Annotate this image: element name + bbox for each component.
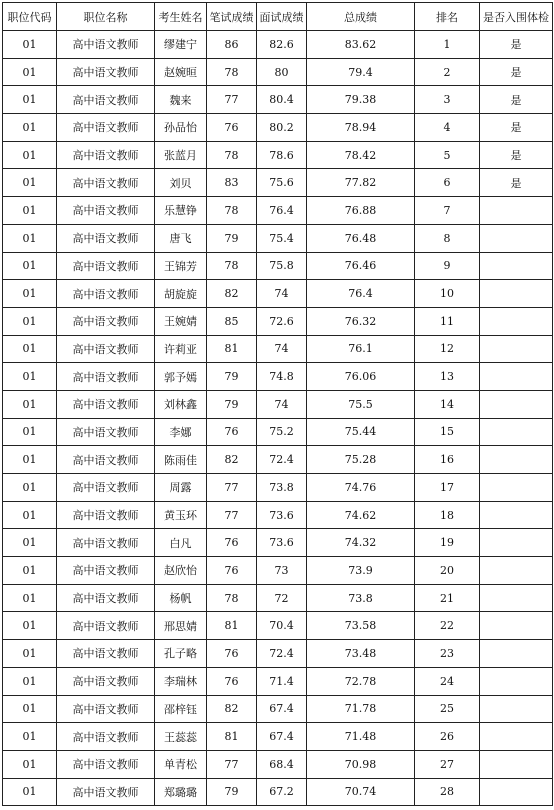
cell-position-code: 01 bbox=[3, 280, 57, 308]
cell-rank: 10 bbox=[415, 280, 480, 308]
table-row bbox=[3, 667, 553, 695]
cell-written-score: 81 bbox=[207, 612, 257, 640]
cell-position-code: 01 bbox=[3, 446, 57, 474]
cell-written-score: 76 bbox=[207, 640, 257, 668]
cell-candidate-name: 缪建宁 bbox=[155, 31, 207, 59]
cell-written-score: 76 bbox=[207, 667, 257, 695]
cell-position-name: 高中语文教师 bbox=[57, 363, 155, 391]
cell-position-code: 01 bbox=[3, 695, 57, 723]
cell-rank: 22 bbox=[415, 612, 480, 640]
cell-total-score: 74.76 bbox=[307, 474, 415, 502]
cell-rank: 21 bbox=[415, 584, 480, 612]
cell-written-score: 78 bbox=[207, 584, 257, 612]
cell-interview-score: 70.4 bbox=[257, 612, 307, 640]
cell-rank: 13 bbox=[415, 363, 480, 391]
cell-total-score: 76.4 bbox=[307, 280, 415, 308]
cell-interview-score: 73.6 bbox=[257, 501, 307, 529]
cell-written-score: 81 bbox=[207, 335, 257, 363]
table-row bbox=[3, 335, 553, 363]
cell-candidate-name: 孔子略 bbox=[155, 640, 207, 668]
cell-total-score: 72.78 bbox=[307, 667, 415, 695]
cell-medical-exam bbox=[480, 335, 553, 363]
cell-position-name: 高中语文教师 bbox=[57, 58, 155, 86]
cell-position-name: 高中语文教师 bbox=[57, 557, 155, 585]
cell-position-name: 高中语文教师 bbox=[57, 529, 155, 557]
cell-position-code: 01 bbox=[3, 307, 57, 335]
table-row bbox=[3, 695, 553, 723]
cell-position-name: 高中语文教师 bbox=[57, 778, 155, 806]
cell-candidate-name: 陈雨佳 bbox=[155, 446, 207, 474]
cell-position-name: 高中语文教师 bbox=[57, 31, 155, 59]
cell-position-code: 01 bbox=[3, 529, 57, 557]
cell-rank: 11 bbox=[415, 307, 480, 335]
cell-total-score: 79.38 bbox=[307, 86, 415, 114]
cell-medical-exam bbox=[480, 307, 553, 335]
cell-interview-score: 72 bbox=[257, 584, 307, 612]
cell-interview-score: 82.6 bbox=[257, 31, 307, 59]
cell-medical-exam bbox=[480, 640, 553, 668]
header-rank: 排名 bbox=[415, 3, 480, 31]
cell-position-name: 高中语文教师 bbox=[57, 335, 155, 363]
cell-medical-exam bbox=[480, 390, 553, 418]
cell-total-score: 74.62 bbox=[307, 501, 415, 529]
score-table bbox=[2, 2, 553, 806]
cell-interview-score: 75.4 bbox=[257, 224, 307, 252]
cell-interview-score: 67.4 bbox=[257, 695, 307, 723]
cell-medical-exam bbox=[480, 695, 553, 723]
cell-rank: 4 bbox=[415, 114, 480, 142]
cell-position-code: 01 bbox=[3, 114, 57, 142]
cell-interview-score: 76.4 bbox=[257, 197, 307, 225]
cell-total-score: 71.48 bbox=[307, 723, 415, 751]
cell-candidate-name: 王婉婧 bbox=[155, 307, 207, 335]
cell-medical-exam bbox=[480, 529, 553, 557]
cell-interview-score: 72.4 bbox=[257, 640, 307, 668]
cell-candidate-name: 胡旋旋 bbox=[155, 280, 207, 308]
cell-interview-score: 71.4 bbox=[257, 667, 307, 695]
cell-written-score: 77 bbox=[207, 501, 257, 529]
cell-candidate-name: 郑璐璐 bbox=[155, 778, 207, 806]
cell-written-score: 76 bbox=[207, 114, 257, 142]
cell-medical-exam bbox=[480, 584, 553, 612]
cell-position-code: 01 bbox=[3, 169, 57, 197]
cell-total-score: 71.78 bbox=[307, 695, 415, 723]
cell-total-score: 76.1 bbox=[307, 335, 415, 363]
cell-medical-exam bbox=[480, 750, 553, 778]
cell-rank: 26 bbox=[415, 723, 480, 751]
cell-candidate-name: 刘林鑫 bbox=[155, 390, 207, 418]
cell-medical-exam: 是 bbox=[480, 169, 553, 197]
cell-position-name: 高中语文教师 bbox=[57, 252, 155, 280]
cell-rank: 23 bbox=[415, 640, 480, 668]
header-total-score: 总成绩 bbox=[307, 3, 415, 31]
cell-total-score: 79.4 bbox=[307, 58, 415, 86]
table-row bbox=[3, 501, 553, 529]
cell-written-score: 85 bbox=[207, 307, 257, 335]
cell-total-score: 73.48 bbox=[307, 640, 415, 668]
cell-interview-score: 78.6 bbox=[257, 141, 307, 169]
table-row bbox=[3, 750, 553, 778]
table-row bbox=[3, 31, 553, 59]
cell-position-name: 高中语文教师 bbox=[57, 750, 155, 778]
cell-candidate-name: 赵婉晅 bbox=[155, 58, 207, 86]
cell-interview-score: 73.8 bbox=[257, 474, 307, 502]
cell-written-score: 79 bbox=[207, 390, 257, 418]
cell-position-code: 01 bbox=[3, 418, 57, 446]
table-row bbox=[3, 723, 553, 751]
cell-interview-score: 67.2 bbox=[257, 778, 307, 806]
cell-position-code: 01 bbox=[3, 640, 57, 668]
cell-rank: 20 bbox=[415, 557, 480, 585]
cell-position-code: 01 bbox=[3, 390, 57, 418]
cell-candidate-name: 孙品怡 bbox=[155, 114, 207, 142]
cell-written-score: 78 bbox=[207, 141, 257, 169]
cell-written-score: 79 bbox=[207, 778, 257, 806]
cell-total-score: 75.44 bbox=[307, 418, 415, 446]
cell-rank: 24 bbox=[415, 667, 480, 695]
cell-total-score: 83.62 bbox=[307, 31, 415, 59]
cell-written-score: 83 bbox=[207, 169, 257, 197]
cell-candidate-name: 李瑞林 bbox=[155, 667, 207, 695]
cell-total-score: 70.74 bbox=[307, 778, 415, 806]
table-row bbox=[3, 529, 553, 557]
table-row bbox=[3, 778, 553, 806]
cell-medical-exam bbox=[480, 280, 553, 308]
cell-interview-score: 72.6 bbox=[257, 307, 307, 335]
cell-position-name: 高中语文教师 bbox=[57, 584, 155, 612]
cell-position-code: 01 bbox=[3, 86, 57, 114]
cell-medical-exam: 是 bbox=[480, 114, 553, 142]
cell-total-score: 75.5 bbox=[307, 390, 415, 418]
cell-medical-exam: 是 bbox=[480, 86, 553, 114]
cell-candidate-name: 王蕊蕊 bbox=[155, 723, 207, 751]
cell-position-name: 高中语文教师 bbox=[57, 169, 155, 197]
cell-position-code: 01 bbox=[3, 58, 57, 86]
cell-interview-score: 75.8 bbox=[257, 252, 307, 280]
cell-candidate-name: 赵欣怡 bbox=[155, 557, 207, 585]
cell-position-name: 高中语文教师 bbox=[57, 307, 155, 335]
cell-medical-exam: 是 bbox=[480, 141, 553, 169]
cell-total-score: 78.42 bbox=[307, 141, 415, 169]
cell-interview-score: 74 bbox=[257, 335, 307, 363]
cell-written-score: 76 bbox=[207, 529, 257, 557]
cell-medical-exam: 是 bbox=[480, 31, 553, 59]
table-row bbox=[3, 197, 553, 225]
cell-medical-exam bbox=[480, 501, 553, 529]
cell-position-code: 01 bbox=[3, 141, 57, 169]
cell-position-code: 01 bbox=[3, 667, 57, 695]
cell-candidate-name: 许莉亚 bbox=[155, 335, 207, 363]
cell-rank: 6 bbox=[415, 169, 480, 197]
header-position-code: 职位代码 bbox=[3, 3, 57, 31]
table-row bbox=[3, 640, 553, 668]
cell-interview-score: 75.2 bbox=[257, 418, 307, 446]
cell-candidate-name: 郭予嫣 bbox=[155, 363, 207, 391]
cell-position-code: 01 bbox=[3, 363, 57, 391]
cell-rank: 12 bbox=[415, 335, 480, 363]
cell-position-code: 01 bbox=[3, 750, 57, 778]
cell-position-name: 高中语文教师 bbox=[57, 501, 155, 529]
cell-total-score: 73.58 bbox=[307, 612, 415, 640]
cell-interview-score: 72.4 bbox=[257, 446, 307, 474]
cell-written-score: 82 bbox=[207, 695, 257, 723]
cell-position-code: 01 bbox=[3, 252, 57, 280]
cell-medical-exam bbox=[480, 612, 553, 640]
cell-position-code: 01 bbox=[3, 723, 57, 751]
cell-interview-score: 74.8 bbox=[257, 363, 307, 391]
table-row bbox=[3, 86, 553, 114]
cell-total-score: 76.06 bbox=[307, 363, 415, 391]
table-row bbox=[3, 418, 553, 446]
cell-written-score: 81 bbox=[207, 723, 257, 751]
table-row bbox=[3, 280, 553, 308]
cell-candidate-name: 李娜 bbox=[155, 418, 207, 446]
cell-medical-exam bbox=[480, 446, 553, 474]
cell-rank: 17 bbox=[415, 474, 480, 502]
table-row bbox=[3, 58, 553, 86]
cell-position-name: 高中语文教师 bbox=[57, 446, 155, 474]
cell-written-score: 79 bbox=[207, 224, 257, 252]
cell-position-code: 01 bbox=[3, 557, 57, 585]
cell-position-code: 01 bbox=[3, 224, 57, 252]
cell-written-score: 79 bbox=[207, 363, 257, 391]
cell-rank: 1 bbox=[415, 31, 480, 59]
table-row bbox=[3, 584, 553, 612]
cell-rank: 9 bbox=[415, 252, 480, 280]
cell-candidate-name: 邢思婧 bbox=[155, 612, 207, 640]
cell-position-code: 01 bbox=[3, 335, 57, 363]
cell-position-code: 01 bbox=[3, 612, 57, 640]
cell-position-name: 高中语文教师 bbox=[57, 141, 155, 169]
cell-position-name: 高中语文教师 bbox=[57, 197, 155, 225]
cell-medical-exam bbox=[480, 418, 553, 446]
cell-position-name: 高中语文教师 bbox=[57, 723, 155, 751]
cell-rank: 18 bbox=[415, 501, 480, 529]
cell-rank: 27 bbox=[415, 750, 480, 778]
header-medical-exam: 是否入围体检 bbox=[480, 3, 553, 31]
table-row bbox=[3, 114, 553, 142]
cell-position-name: 高中语文教师 bbox=[57, 695, 155, 723]
cell-candidate-name: 王锦芳 bbox=[155, 252, 207, 280]
cell-candidate-name: 杨帆 bbox=[155, 584, 207, 612]
cell-total-score: 75.28 bbox=[307, 446, 415, 474]
cell-position-code: 01 bbox=[3, 778, 57, 806]
cell-interview-score: 74 bbox=[257, 280, 307, 308]
cell-medical-exam bbox=[480, 474, 553, 502]
header-candidate-name: 考生姓名 bbox=[155, 3, 207, 31]
cell-position-code: 01 bbox=[3, 31, 57, 59]
table-row bbox=[3, 363, 553, 391]
cell-medical-exam bbox=[480, 557, 553, 585]
table-row bbox=[3, 224, 553, 252]
cell-candidate-name: 黄玉环 bbox=[155, 501, 207, 529]
cell-rank: 15 bbox=[415, 418, 480, 446]
cell-total-score: 78.94 bbox=[307, 114, 415, 142]
cell-rank: 19 bbox=[415, 529, 480, 557]
cell-interview-score: 68.4 bbox=[257, 750, 307, 778]
cell-position-name: 高中语文教师 bbox=[57, 418, 155, 446]
table-row bbox=[3, 612, 553, 640]
cell-interview-score: 80.2 bbox=[257, 114, 307, 142]
cell-position-name: 高中语文教师 bbox=[57, 612, 155, 640]
cell-position-code: 01 bbox=[3, 584, 57, 612]
header-interview-score: 面试成绩 bbox=[257, 3, 307, 31]
cell-written-score: 86 bbox=[207, 31, 257, 59]
cell-candidate-name: 邵梓钰 bbox=[155, 695, 207, 723]
cell-written-score: 77 bbox=[207, 750, 257, 778]
cell-medical-exam bbox=[480, 252, 553, 280]
table-row bbox=[3, 141, 553, 169]
cell-interview-score: 74 bbox=[257, 390, 307, 418]
cell-written-score: 78 bbox=[207, 252, 257, 280]
table-row bbox=[3, 390, 553, 418]
cell-candidate-name: 刘贝 bbox=[155, 169, 207, 197]
cell-total-score: 76.32 bbox=[307, 307, 415, 335]
header-written-score: 笔试成绩 bbox=[207, 3, 257, 31]
cell-medical-exam bbox=[480, 778, 553, 806]
cell-position-name: 高中语文教师 bbox=[57, 86, 155, 114]
cell-candidate-name: 乐慧铮 bbox=[155, 197, 207, 225]
cell-written-score: 82 bbox=[207, 446, 257, 474]
cell-written-score: 78 bbox=[207, 197, 257, 225]
table-row bbox=[3, 252, 553, 280]
cell-position-name: 高中语文教师 bbox=[57, 390, 155, 418]
cell-rank: 25 bbox=[415, 695, 480, 723]
table-row bbox=[3, 169, 553, 197]
cell-medical-exam: 是 bbox=[480, 58, 553, 86]
cell-total-score: 76.46 bbox=[307, 252, 415, 280]
cell-rank: 2 bbox=[415, 58, 480, 86]
cell-total-score: 73.9 bbox=[307, 557, 415, 585]
table-row bbox=[3, 446, 553, 474]
cell-interview-score: 67.4 bbox=[257, 723, 307, 751]
cell-total-score: 73.8 bbox=[307, 584, 415, 612]
table-row bbox=[3, 474, 553, 502]
cell-written-score: 77 bbox=[207, 474, 257, 502]
cell-interview-score: 73 bbox=[257, 557, 307, 585]
cell-medical-exam bbox=[480, 197, 553, 225]
cell-medical-exam bbox=[480, 224, 553, 252]
header-row bbox=[3, 3, 553, 31]
cell-written-score: 76 bbox=[207, 557, 257, 585]
cell-position-code: 01 bbox=[3, 501, 57, 529]
cell-position-name: 高中语文教师 bbox=[57, 224, 155, 252]
cell-candidate-name: 周露 bbox=[155, 474, 207, 502]
cell-position-name: 高中语文教师 bbox=[57, 640, 155, 668]
cell-position-name: 高中语文教师 bbox=[57, 114, 155, 142]
cell-interview-score: 73.6 bbox=[257, 529, 307, 557]
cell-medical-exam bbox=[480, 723, 553, 751]
cell-interview-score: 75.6 bbox=[257, 169, 307, 197]
cell-rank: 7 bbox=[415, 197, 480, 225]
cell-position-name: 高中语文教师 bbox=[57, 667, 155, 695]
cell-rank: 14 bbox=[415, 390, 480, 418]
cell-total-score: 74.32 bbox=[307, 529, 415, 557]
cell-total-score: 70.98 bbox=[307, 750, 415, 778]
cell-total-score: 77.82 bbox=[307, 169, 415, 197]
cell-rank: 8 bbox=[415, 224, 480, 252]
cell-rank: 28 bbox=[415, 778, 480, 806]
cell-candidate-name: 唐飞 bbox=[155, 224, 207, 252]
table-row bbox=[3, 307, 553, 335]
cell-rank: 5 bbox=[415, 141, 480, 169]
cell-candidate-name: 白凡 bbox=[155, 529, 207, 557]
cell-candidate-name: 张蓝月 bbox=[155, 141, 207, 169]
cell-medical-exam bbox=[480, 363, 553, 391]
cell-rank: 3 bbox=[415, 86, 480, 114]
cell-position-code: 01 bbox=[3, 197, 57, 225]
cell-interview-score: 80 bbox=[257, 58, 307, 86]
cell-written-score: 78 bbox=[207, 58, 257, 86]
cell-position-name: 高中语文教师 bbox=[57, 474, 155, 502]
cell-rank: 16 bbox=[415, 446, 480, 474]
cell-candidate-name: 单青松 bbox=[155, 750, 207, 778]
cell-written-score: 77 bbox=[207, 86, 257, 114]
table-row bbox=[3, 557, 553, 585]
table-body bbox=[3, 31, 553, 806]
cell-written-score: 82 bbox=[207, 280, 257, 308]
cell-candidate-name: 魏来 bbox=[155, 86, 207, 114]
cell-interview-score: 80.4 bbox=[257, 86, 307, 114]
header-position-name: 职位名称 bbox=[57, 3, 155, 31]
cell-medical-exam bbox=[480, 667, 553, 695]
cell-position-code: 01 bbox=[3, 474, 57, 502]
cell-total-score: 76.48 bbox=[307, 224, 415, 252]
cell-written-score: 76 bbox=[207, 418, 257, 446]
cell-position-name: 高中语文教师 bbox=[57, 280, 155, 308]
cell-total-score: 76.88 bbox=[307, 197, 415, 225]
